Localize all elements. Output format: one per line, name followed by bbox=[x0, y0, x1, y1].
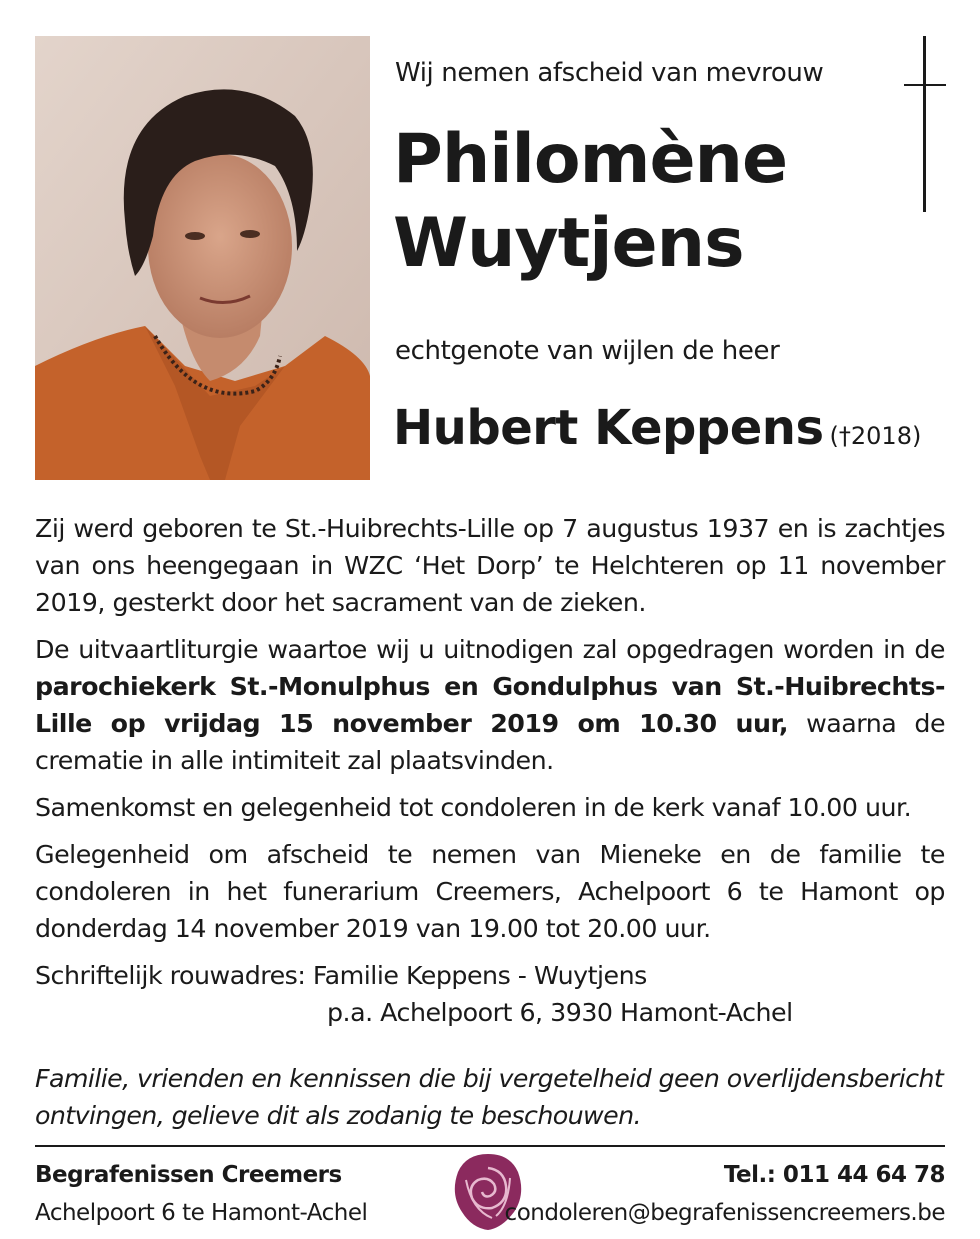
funeral-location: parochiekerk St.-Monulphus en Gondulphus van St.-Huibrechts-Lille op vrijdag 15 november 2019 om 10.30 uur, bbox=[35, 672, 945, 738]
portrait-photo bbox=[35, 36, 370, 480]
company-address: Achelpoort 6 te Hamont-Achel bbox=[35, 1200, 368, 1226]
funeral-text-a: De uitvaartliturgie waartoe wij u uitnodigen zal opgedragen worden in de bbox=[35, 635, 945, 664]
portrait-illustration bbox=[35, 36, 370, 480]
spouse-intro-text: echtgenote van wijlen de heer bbox=[395, 336, 780, 366]
deceased-last-name: Wuytjens bbox=[393, 204, 744, 283]
footer-contact bbox=[505, 1156, 945, 1232]
deceased-name bbox=[393, 118, 787, 286]
funeral-text-c: waarna de crematie in alle intimiteit zal plaatsvinden. bbox=[35, 709, 946, 775]
intro-text: Wij nemen afscheid van mevrouw bbox=[395, 58, 824, 88]
mourning-address-line2: p.a. Achelpoort 6, 3930 Hamont-Achel bbox=[327, 998, 793, 1027]
spouse-death-year: (†2018) bbox=[829, 422, 922, 450]
mourning-address bbox=[35, 957, 945, 1031]
spouse-name-text: Hubert Keppens bbox=[393, 400, 824, 456]
footer-divider bbox=[35, 1145, 945, 1147]
notice-body bbox=[35, 510, 945, 1037]
footer-company bbox=[35, 1156, 367, 1232]
funeral-paragraph bbox=[35, 631, 945, 779]
birth-death-paragraph: Zij werd geboren te St.-Huibrechts-Lille op 7 augustus 1937 en is zachtjes van ons heengegaan in WZC ‘Het Dorp’ te Helchteren op 11 november 2019, gesterkt door het sacrament van de zieken. bbox=[35, 514, 945, 617]
closing-note: Familie, vrienden en kennissen die bij vergetelheid geen overlijdensbericht ontvingen, gelieve dit als zodanig te beschouwen. bbox=[35, 1064, 944, 1130]
cross-icon bbox=[904, 36, 946, 212]
visitation-paragraph: Gelegenheid om afscheid te nemen van Mieneke en de familie te condoleren in het funerarium Creemers, Achelpoort 6 te Hamont op donderdag 14 november 2019 van 19.00 tot 20.00 uur. bbox=[35, 840, 945, 943]
deceased-first-name: Philomène bbox=[393, 120, 788, 199]
phone-number[interactable]: Tel.: 011 44 64 78 bbox=[723, 1162, 945, 1188]
mourning-address-line1: Schriftelijk rouwadres: Familie Keppens - Wuytjens bbox=[35, 961, 647, 990]
spouse-name bbox=[393, 400, 921, 456]
company-name: Begrafenissen Creemers bbox=[35, 1162, 342, 1188]
email-address[interactable]: condoleren@begrafenissencreemers.be bbox=[504, 1200, 945, 1226]
gathering-paragraph: Samenkomst en gelegenheid tot condoleren in de kerk vanaf 10.00 uur. bbox=[35, 793, 912, 822]
